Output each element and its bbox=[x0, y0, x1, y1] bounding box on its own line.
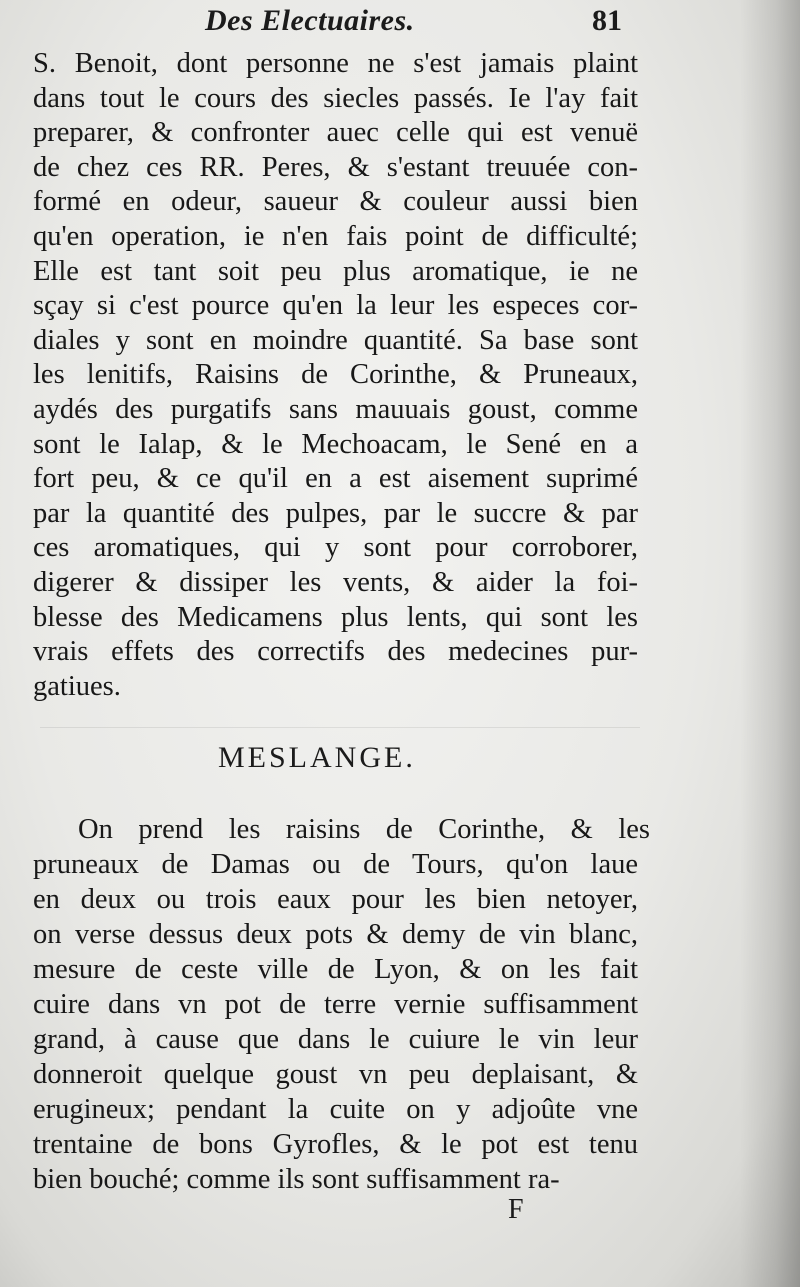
text-line: sçay si c'est pource qu'en la leur les especes cor- bbox=[33, 290, 638, 322]
page-number: 81 bbox=[592, 4, 622, 37]
text-line: les lenitifs, Raisins de Corinthe, & Pruneaux, bbox=[33, 359, 638, 391]
text-line: aydés des purgatifs sans mauuais goust, comme bbox=[33, 394, 638, 425]
text-line: on verse dessus deux pots & demy de vin blanc, bbox=[33, 919, 638, 950]
text-line: par la quantité des pulpes, par le succre & par bbox=[33, 497, 638, 529]
text-line: trentaine de bons Gyrofles, & le pot est tenu bbox=[33, 1129, 638, 1160]
text-line: gatiues. bbox=[33, 670, 121, 702]
text-line: de chez ces RR. Peres, & s'estant treuuée con- bbox=[33, 151, 638, 183]
section-heading: MESLANGE. bbox=[218, 741, 416, 774]
divider bbox=[40, 727, 640, 728]
text-line: preparer, & confronter auec celle qui est venuë bbox=[33, 117, 638, 149]
text-line: erugineux; pendant la cuite on y adjoûte vne bbox=[33, 1094, 638, 1125]
text-line: dans tout le cours des siecles passés. Ie l'ay fait bbox=[33, 82, 638, 114]
text-line: vrais effets des correctifs des medecines pur- bbox=[33, 636, 638, 668]
text-line: grand, à cause que dans le cuiure le vin leur bbox=[33, 1024, 638, 1055]
text-line: fort peu, & ce qu'il en a est aisement suprimé bbox=[33, 463, 638, 495]
text-line: S. Benoit, dont personne ne s'est jamais plaint bbox=[33, 48, 638, 79]
text-line: blesse des Medicamens plus lents, qui sont les bbox=[33, 601, 638, 633]
text-line: On prend les raisins de Corinthe, & les bbox=[78, 814, 650, 845]
signature-mark: F bbox=[508, 1194, 524, 1225]
text-line: qu'en operation, ie n'en fais point de difficulté; bbox=[33, 221, 638, 252]
text-line: bien bouché; comme ils sont suffisamment ra- bbox=[33, 1164, 560, 1195]
text-line: formé en odeur, saueur & couleur aussi bien bbox=[33, 186, 638, 218]
text-line: digerer & dissiper les vents, & aider la foi- bbox=[33, 567, 638, 598]
text-line: pruneaux de Damas ou de Tours, qu'on laue bbox=[33, 849, 638, 880]
text-line: mesure de ceste ville de Lyon, & on les fait bbox=[33, 954, 638, 985]
text-line: en deux ou trois eaux pour les bien netoyer, bbox=[33, 884, 638, 915]
text-line: Elle est tant soit peu plus aromatique, ie ne bbox=[33, 255, 638, 287]
running-head: Des Electuaires. bbox=[205, 4, 415, 37]
text-line: diales y sont en moindre quantité. Sa base sont bbox=[33, 324, 638, 356]
page-edge-shadow bbox=[740, 0, 800, 1287]
text-line: ces aromatiques, qui y sont pour corroborer, bbox=[33, 532, 638, 564]
text-line: sont le Ialap, & le Mechoacam, le Sené en a bbox=[33, 428, 638, 460]
text-line: cuire dans vn pot de terre vernie suffisamment bbox=[33, 989, 638, 1020]
text-line: donneroit quelque goust vn peu deplaisant, & bbox=[33, 1059, 638, 1090]
